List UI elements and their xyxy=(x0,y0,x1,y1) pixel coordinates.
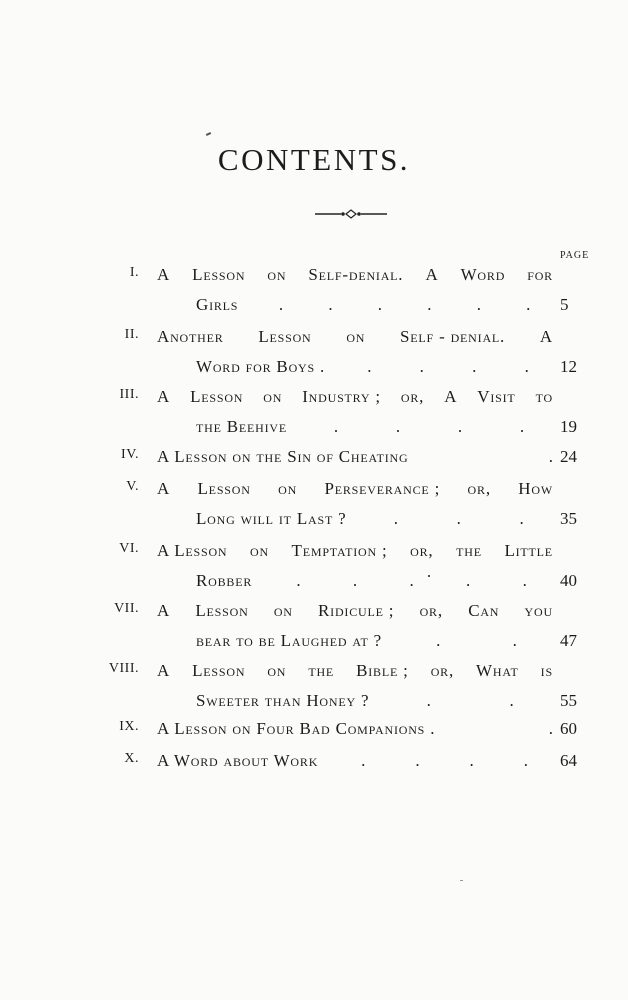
chapter-title-text: the Beehive xyxy=(196,417,288,436)
leader-dot: . xyxy=(519,417,525,436)
chapter-number: VI. xyxy=(119,541,139,556)
page-number: 55 xyxy=(560,691,577,710)
contents-entry xyxy=(0,447,628,479)
dot-leader xyxy=(287,417,553,437)
title-word: on xyxy=(267,265,287,284)
title-word: A xyxy=(539,327,553,346)
contents-entry xyxy=(0,751,628,783)
title-word: A xyxy=(157,661,171,680)
chapter-title-text: Robber xyxy=(196,571,253,590)
leader-dot: . xyxy=(427,295,432,314)
chapter-title-text: Sweeter than Honey ? xyxy=(196,691,370,710)
chapter-title-line-1 xyxy=(157,601,553,621)
chapter-title-text: Long will it Last ? xyxy=(196,509,347,528)
leader-dot: . xyxy=(512,631,517,650)
dot-leader xyxy=(238,295,553,315)
leader-dot: . xyxy=(469,751,474,770)
chapter-title-line-1 xyxy=(157,479,553,499)
title-word: Visit xyxy=(477,387,516,406)
title-word: A xyxy=(444,387,458,406)
chapter-number: VIII. xyxy=(108,661,139,676)
title-word: A xyxy=(425,265,439,284)
page-column-heading: PAGE xyxy=(560,250,590,261)
chapter-title-line-1 xyxy=(157,327,553,347)
title-word: Another xyxy=(157,327,224,346)
leader-dot: . xyxy=(548,719,553,738)
title-word: Self-denial. xyxy=(308,265,404,284)
title-word: Lesson xyxy=(192,661,246,680)
dot-leader xyxy=(369,691,553,711)
contents-entry xyxy=(0,601,628,663)
leader-dot: . xyxy=(377,295,383,314)
title-word: Lesson xyxy=(197,479,251,498)
dot-leader xyxy=(347,509,554,529)
chapter-number: IV. xyxy=(121,447,139,462)
title-word: Self - denial. xyxy=(400,327,506,346)
contents-entry xyxy=(0,661,628,723)
contents-entry xyxy=(0,719,628,751)
title-word: Lesson xyxy=(190,387,244,406)
title-word: the xyxy=(456,541,482,560)
page-number: 40 xyxy=(560,571,577,590)
title-word: Can xyxy=(468,601,500,620)
title-word: Little xyxy=(504,541,553,560)
contents-entry xyxy=(0,479,628,541)
title-word: Industry ; xyxy=(302,387,381,406)
page-number: 24 xyxy=(560,447,577,466)
title-word: on xyxy=(346,327,366,346)
page-title: CONTENTS. xyxy=(217,142,411,177)
title-word: Word xyxy=(460,265,506,284)
print-speck xyxy=(206,132,211,136)
page-number: 47 xyxy=(560,631,577,650)
leader-dot: . xyxy=(367,357,372,376)
leader-dot: . xyxy=(548,447,553,466)
title-word: Lesson xyxy=(195,601,249,620)
chapter-number: II. xyxy=(124,327,139,342)
contents-entry xyxy=(0,541,628,603)
title-word: on xyxy=(278,479,298,498)
leader-dot: . xyxy=(352,571,358,590)
leader-dot: . xyxy=(333,417,339,436)
title-word: A xyxy=(157,479,171,498)
leader-dot: . xyxy=(466,571,471,590)
title-word: or, xyxy=(419,601,443,620)
contents-entry xyxy=(0,387,628,449)
title-word: A xyxy=(157,265,171,284)
chapter-number: III. xyxy=(119,387,139,402)
chapter-title xyxy=(157,719,553,739)
leader-dot: . xyxy=(509,691,514,710)
chapter-title-line-1 xyxy=(157,661,553,681)
title-word: on xyxy=(273,601,293,620)
title-word: or, xyxy=(430,661,455,680)
leader-dot: . xyxy=(519,509,524,528)
leader-dot: . xyxy=(361,751,366,770)
leader-dot: . xyxy=(419,357,424,376)
chapter-title-line-1 xyxy=(157,387,553,407)
title-word: is xyxy=(540,661,553,680)
chapter-title-text: A Lesson on the Sin of Cheating xyxy=(157,447,409,466)
contents-entry xyxy=(0,327,628,389)
chapter-title-text: bear to be Laughed at ? xyxy=(196,631,383,650)
chapter-number: I. xyxy=(129,265,139,280)
title-word: for xyxy=(527,265,553,284)
chapter-title-text: A Word about Work xyxy=(157,751,319,770)
dot-leader xyxy=(318,751,553,771)
title-word: A xyxy=(157,601,171,620)
title-word: on xyxy=(250,541,269,560)
dot-leader xyxy=(325,357,553,377)
leader-dot: . xyxy=(476,295,481,314)
chapter-title xyxy=(157,751,553,771)
chapter-title-line-2 xyxy=(196,691,553,711)
chapter-title xyxy=(157,447,553,467)
chapter-title-line-2 xyxy=(196,571,553,591)
leader-dot: . xyxy=(524,357,529,376)
chapter-title-line-2 xyxy=(196,509,553,529)
chapter-title-line-2 xyxy=(196,357,553,377)
page-number: 64 xyxy=(560,751,577,770)
title-word: What xyxy=(476,661,519,680)
dot-leader xyxy=(252,571,553,591)
leader-dot: . xyxy=(415,751,420,770)
dot-leader xyxy=(408,447,553,467)
title-word: or, xyxy=(410,541,434,560)
title-word: on xyxy=(267,661,287,680)
dot-leader xyxy=(435,719,553,739)
chapter-title-line-2 xyxy=(196,417,553,437)
title-word: the xyxy=(308,661,335,680)
title-word: Lesson xyxy=(192,265,246,284)
title-word: Ridicule ; xyxy=(318,601,395,620)
print-speck xyxy=(460,880,463,881)
leader-dot: . xyxy=(526,295,531,314)
contents-entry xyxy=(0,265,628,327)
chapter-number: VII. xyxy=(114,601,139,616)
chapter-number: X. xyxy=(124,751,139,766)
leader-dot: . xyxy=(409,571,414,590)
leader-dot: . xyxy=(395,417,401,436)
page-number: 5 xyxy=(560,295,569,314)
page-number: 12 xyxy=(560,357,577,376)
leader-dot: . xyxy=(278,295,284,314)
title-word: Temptation ; xyxy=(291,541,388,560)
title-word: A xyxy=(157,387,171,406)
leader-dot: . xyxy=(436,631,441,650)
title-word: you xyxy=(524,601,553,620)
leader-dot: . xyxy=(456,509,461,528)
chapter-title-line-1 xyxy=(157,265,553,285)
leader-dot: . xyxy=(296,571,301,590)
chapter-title-text: A Lesson on Four Bad Companions . xyxy=(157,719,436,738)
leader-dot: . xyxy=(426,691,431,710)
dot-leader xyxy=(382,631,553,651)
title-word: Lesson xyxy=(258,327,312,346)
page-number: 35 xyxy=(560,509,577,528)
leader-dot: . xyxy=(523,751,528,770)
title-word: or, xyxy=(467,479,491,498)
chapter-title-text: Girls xyxy=(196,295,239,314)
chapter-title-line-1 xyxy=(157,541,553,561)
page-number: 19 xyxy=(560,417,577,436)
title-word: Bible ; xyxy=(356,661,409,680)
leader-dot: . xyxy=(522,571,527,590)
leader-dot: . xyxy=(393,509,399,528)
leader-dot: . xyxy=(328,295,333,314)
chapter-title-line-2 xyxy=(196,631,553,651)
chapter-title-line-2 xyxy=(196,295,553,315)
chapter-title-text: Word for Boys . xyxy=(196,357,326,376)
title-ornament xyxy=(313,206,389,222)
chapter-number: IX. xyxy=(119,719,139,734)
title-word: or, xyxy=(400,387,425,406)
leader-dot: . xyxy=(457,417,463,436)
title-word: on xyxy=(263,387,283,406)
title-word: A Lesson xyxy=(157,541,228,560)
print-speck xyxy=(428,575,430,577)
chapter-number: V. xyxy=(126,479,139,494)
title-word: to xyxy=(535,387,553,406)
title-word: Perseverance ; xyxy=(324,479,441,498)
page-number: 60 xyxy=(560,719,577,738)
leader-dot: . xyxy=(472,357,477,376)
title-word: How xyxy=(518,479,553,498)
